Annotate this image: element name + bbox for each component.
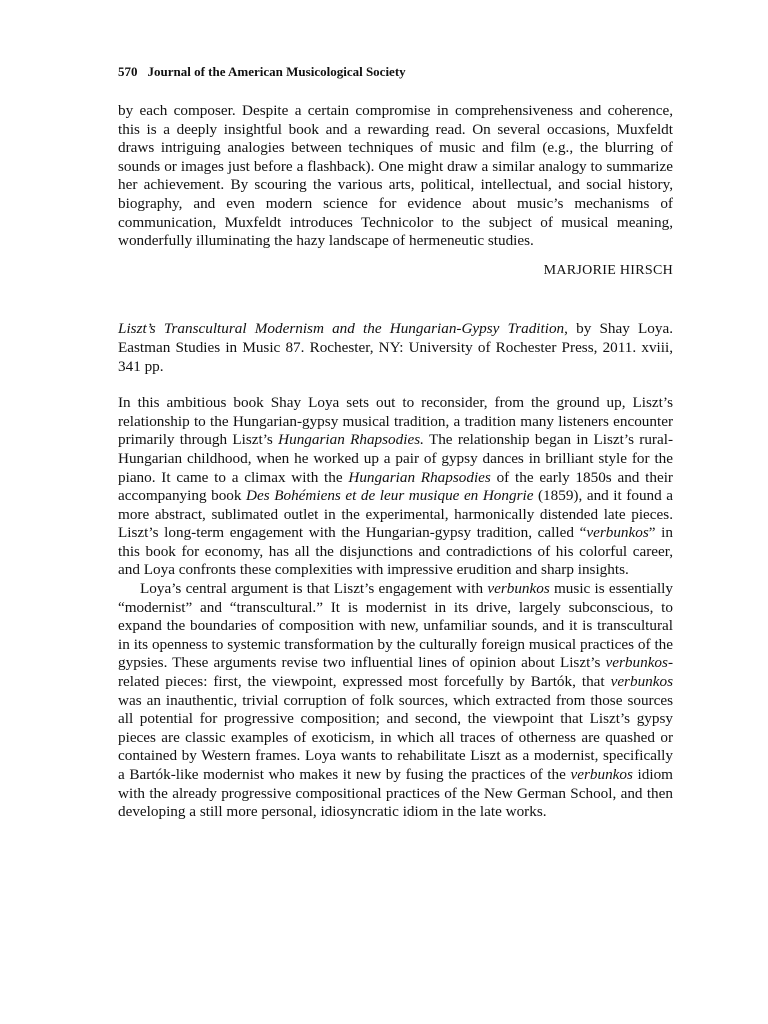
journal-title: Journal of the American Musicological Society bbox=[147, 64, 406, 79]
italic-term: verbunkos bbox=[487, 580, 550, 598]
reviewer-signature: MARJORIE HIRSCH bbox=[543, 262, 673, 278]
text-run: -related pieces: first, the viewpoint, expressed most forcefully by Bartók, that bbox=[118, 654, 673, 691]
text-run: In this ambitious book Shay Loya sets out to reconsider, from the ground up, Liszt’s relationship to the Hungarian-gypsy musical tradition, a tradition many listeners encounter primarily through Liszt’s bbox=[118, 394, 673, 449]
italic-term: Des Bohémiens et de leur musique en Hongrie bbox=[246, 487, 534, 505]
italic-term: verbunkos bbox=[605, 654, 668, 672]
text-run: of the early 1850s and their accompanying book bbox=[118, 468, 673, 505]
text-run: (1859), and it found a more abstract, sublimated outlet in the experimental, harmonically distended late pieces. Liszt’s long-term engagement with the Hungarian-gypsy tradition, called “ bbox=[118, 487, 674, 542]
journal-page bbox=[118, 62, 673, 822]
citation-details: , by Shay Loya. Eastman Studies in Music 87. Rochester, NY: University of Rochester Press, 2011. xviii, 341 pp. bbox=[118, 320, 673, 375]
italic-term: verbunkos bbox=[586, 524, 649, 542]
review-paragraph-1 bbox=[118, 394, 673, 580]
italic-term: Hungarian Rhapsodies bbox=[348, 468, 491, 486]
text-run: ” in this book for economy, has all the disjunctions and contradictions of his colorful career, and Loya confronts these complexities with impressive erudition and sharp insights. bbox=[118, 524, 673, 579]
running-head bbox=[118, 62, 673, 82]
text-run: idiom with the already progressive compositional practices of the New German School, and then developing a still more personal, idiosyncratic idiom in the late works. bbox=[118, 766, 673, 821]
book-citation bbox=[118, 320, 673, 376]
italic-term: Hungarian Rhapsodies. bbox=[278, 431, 424, 449]
book-title: Liszt’s Transcultural Modernism and the Hungarian-Gypsy Tradition bbox=[118, 320, 565, 338]
page-number: 570 bbox=[118, 64, 138, 79]
text-run: was an inauthentic, trivial corruption of folk sources, which extracted from those sources all potential for progressive composition; and second, the viewpoint that Liszt’s gypsy pieces are classic examples of exoticism, in which all traces of otherness are quashed or contained by Western frames. Loya wants to rehabilitate Liszt as a modernist, specifically a Bartók-like modernist who makes it new by fusing the practices of the bbox=[118, 691, 673, 783]
text-run: Loya’s central argument is that Liszt’s engagement with bbox=[140, 580, 488, 598]
italic-term: verbunkos bbox=[570, 766, 633, 783]
review-paragraph-2 bbox=[118, 580, 673, 822]
previous-review-conclusion: by each composer. Despite a certain compromise in comprehensiveness and coherence, this is a deeply insightful book and a rewarding read. On several occasions, Muxfeldt draws intriguing analogies between techniques of music and film (e.g., the blurring of sounds or images just before a flashback). One might draw a similar analogy to summarize her achievement. By scouring the various arts, political, intellectual, and social history, biography, and even modern science for evidence about music’s mechanisms of communication, Muxfeldt introduces Technicolor to the subject of musical meaning, wonderfully illuminating the hazy landscape of hermeneutic studies. bbox=[118, 102, 673, 250]
text-run: music is essentially “modernist” and “transcultural.” It is modernist in its drive, largely subconscious, to expand the boundaries of composition with new, unfamiliar sounds, and it is transcultural in its openness to systemic transformation by the culturally foreign musical practices of the gypsies. These arguments revise two influential lines of opinion about Liszt’s bbox=[118, 580, 673, 672]
text-run: The relationship began in Liszt’s rural-Hungarian childhood, when he worked up a pair of gypsy dances in brilliant style for the piano. It came to a climax with the bbox=[118, 431, 674, 486]
italic-term: verbunkos bbox=[610, 673, 673, 691]
